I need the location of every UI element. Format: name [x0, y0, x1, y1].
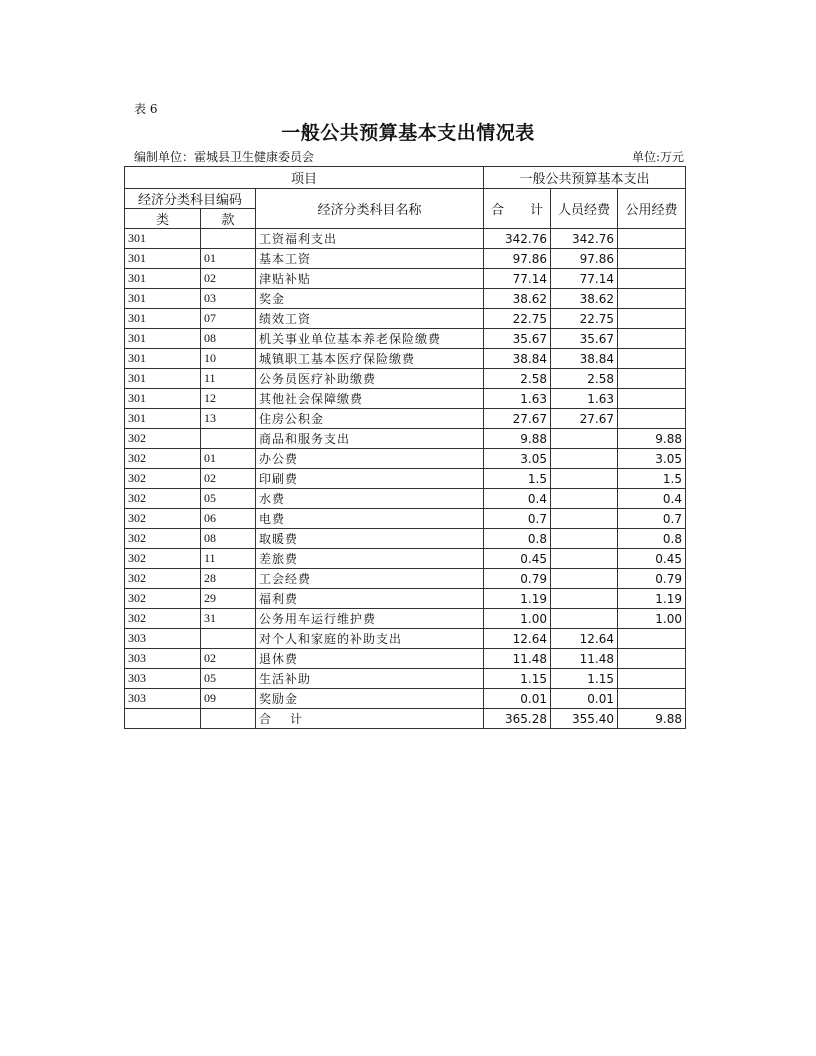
cell-sub [201, 229, 256, 249]
cell-total: 38.62 [484, 289, 551, 309]
cell-sub: 02 [201, 469, 256, 489]
cell-cat: 302 [125, 609, 201, 629]
table-row [125, 289, 686, 309]
cell-public [618, 329, 686, 349]
cell-name: 退休费 [256, 649, 484, 669]
cell-name: 工资福利支出 [256, 229, 484, 249]
cell-sub: 09 [201, 689, 256, 709]
cell-personnel: 38.62 [551, 289, 618, 309]
table-row [125, 669, 686, 689]
cell-public [618, 309, 686, 329]
header-total [484, 189, 551, 229]
cell-public: 0.45 [618, 549, 686, 569]
cell-total: 35.67 [484, 329, 551, 349]
table-row [125, 609, 686, 629]
cell-sub: 02 [201, 269, 256, 289]
cell-personnel [551, 609, 618, 629]
header-total-b: 计 [530, 203, 544, 218]
cell-total: 0.4 [484, 489, 551, 509]
table-row [125, 469, 686, 489]
cell-public: 3.05 [618, 449, 686, 469]
cell-sub: 05 [201, 489, 256, 509]
cell-cat: 302 [125, 449, 201, 469]
cell-total: 0.01 [484, 689, 551, 709]
cell-personnel: 22.75 [551, 309, 618, 329]
cell-public [618, 289, 686, 309]
cell-personnel [551, 489, 618, 509]
cell-public: 0.7 [618, 509, 686, 529]
cell-cat: 303 [125, 649, 201, 669]
cell-personnel: 11.48 [551, 649, 618, 669]
cell-personnel [551, 569, 618, 589]
total-row [125, 709, 686, 729]
table-row [125, 269, 686, 289]
total-label-a: 合 [259, 712, 273, 726]
table-row [125, 509, 686, 529]
cell-public: 1.00 [618, 609, 686, 629]
cell-personnel: 1.63 [551, 389, 618, 409]
table-row [125, 629, 686, 649]
header-personnel: 人员经费 [551, 189, 618, 229]
cell-total: 1.15 [484, 669, 551, 689]
cell-sub: 11 [201, 549, 256, 569]
cell-name: 对个人和家庭的补助支出 [256, 629, 484, 649]
cell-cat: 302 [125, 549, 201, 569]
cell-personnel: 77.14 [551, 269, 618, 289]
cell-name: 城镇职工基本医疗保险缴费 [256, 349, 484, 369]
table-row [125, 449, 686, 469]
cell-sub: 31 [201, 609, 256, 629]
cell-cat: 303 [125, 629, 201, 649]
cell-name: 公务用车运行维护费 [256, 609, 484, 629]
cell-name: 水费 [256, 489, 484, 509]
cell-personnel: 35.67 [551, 329, 618, 349]
cell-name: 住房公积金 [256, 409, 484, 429]
cell-name: 基本工资 [256, 249, 484, 269]
cell-cat: 302 [125, 489, 201, 509]
cell-public [618, 269, 686, 289]
cell-personnel: 97.86 [551, 249, 618, 269]
cell-sub: 07 [201, 309, 256, 329]
total-public: 9.88 [618, 709, 686, 729]
cell-public: 0.79 [618, 569, 686, 589]
table-row [125, 309, 686, 329]
cell-sub: 28 [201, 569, 256, 589]
cell-total: 12.64 [484, 629, 551, 649]
table-row [125, 429, 686, 449]
cell-total: 0.45 [484, 549, 551, 569]
header-code-group: 经济分类科目编码 [125, 189, 256, 209]
table-row [125, 649, 686, 669]
cell-cat: 301 [125, 289, 201, 309]
cell-total: 27.67 [484, 409, 551, 429]
cell-public: 0.8 [618, 529, 686, 549]
cell-sub: 08 [201, 529, 256, 549]
table-row [125, 349, 686, 369]
cell-sub: 05 [201, 669, 256, 689]
cell-cat: 301 [125, 249, 201, 269]
cell-total: 97.86 [484, 249, 551, 269]
cell-name: 福利费 [256, 589, 484, 609]
table-number: 表 6 [134, 102, 158, 116]
cell-personnel [551, 589, 618, 609]
cell-name: 机关事业单位基本养老保险缴费 [256, 329, 484, 349]
cell-cat: 303 [125, 689, 201, 709]
cell-sub: 01 [201, 449, 256, 469]
cell-cat: 302 [125, 569, 201, 589]
cell-personnel: 342.76 [551, 229, 618, 249]
cell-sub: 13 [201, 409, 256, 429]
table-row [125, 409, 686, 429]
cell-public: 1.19 [618, 589, 686, 609]
total-sub [201, 709, 256, 729]
header-cat: 类 [125, 209, 201, 229]
cell-public [618, 389, 686, 409]
cell-name: 工会经费 [256, 569, 484, 589]
table-row [125, 689, 686, 709]
total-total: 365.28 [484, 709, 551, 729]
cell-public [618, 229, 686, 249]
cell-name: 绩效工资 [256, 309, 484, 329]
cell-public [618, 409, 686, 429]
cell-cat: 301 [125, 369, 201, 389]
budget-table [124, 166, 686, 729]
cell-personnel [551, 529, 618, 549]
cell-name: 电费 [256, 509, 484, 529]
cell-personnel [551, 509, 618, 529]
cell-sub: 01 [201, 249, 256, 269]
total-label [256, 709, 484, 729]
cell-cat: 301 [125, 409, 201, 429]
table-row [125, 329, 686, 349]
cell-total: 1.19 [484, 589, 551, 609]
cell-total: 342.76 [484, 229, 551, 249]
cell-personnel: 0.01 [551, 689, 618, 709]
cell-public [618, 369, 686, 389]
cell-sub [201, 629, 256, 649]
table-row [125, 529, 686, 549]
cell-cat: 301 [125, 349, 201, 369]
cell-cat: 301 [125, 269, 201, 289]
cell-sub: 10 [201, 349, 256, 369]
cell-total: 77.14 [484, 269, 551, 289]
table-row [125, 549, 686, 569]
cell-personnel: 12.64 [551, 629, 618, 649]
cell-name: 差旅费 [256, 549, 484, 569]
total-personnel: 355.40 [551, 709, 618, 729]
cell-total: 1.5 [484, 469, 551, 489]
cell-personnel [551, 549, 618, 569]
cell-cat: 302 [125, 469, 201, 489]
cell-personnel [551, 429, 618, 449]
cell-name: 印刷费 [256, 469, 484, 489]
cell-name: 其他社会保障缴费 [256, 389, 484, 409]
cell-cat: 301 [125, 389, 201, 409]
header-item: 项目 [125, 167, 484, 189]
header-public: 公用经费 [618, 189, 686, 229]
table-row [125, 249, 686, 269]
cell-personnel [551, 469, 618, 489]
table-row [125, 389, 686, 409]
cell-sub: 29 [201, 589, 256, 609]
cell-total: 9.88 [484, 429, 551, 449]
cell-personnel: 27.67 [551, 409, 618, 429]
cell-total: 0.8 [484, 529, 551, 549]
header-budget-group: 一般公共预算基本支出 [484, 167, 686, 189]
organization-label: 编制单位：霍城县卫生健康委员会 [134, 150, 315, 164]
cell-total: 1.00 [484, 609, 551, 629]
cell-public: 0.4 [618, 489, 686, 509]
cell-cat: 301 [125, 329, 201, 349]
cell-name: 津贴补贴 [256, 269, 484, 289]
cell-total: 0.7 [484, 509, 551, 529]
cell-total: 2.58 [484, 369, 551, 389]
cell-public: 9.88 [618, 429, 686, 449]
cell-name: 生活补助 [256, 669, 484, 689]
cell-name: 商品和服务支出 [256, 429, 484, 449]
cell-cat: 302 [125, 529, 201, 549]
cell-sub: 12 [201, 389, 256, 409]
cell-total: 11.48 [484, 649, 551, 669]
cell-sub: 08 [201, 329, 256, 349]
cell-name: 办公费 [256, 449, 484, 469]
unit-label: 单位:万元 [631, 150, 684, 164]
header-name: 经济分类科目名称 [256, 189, 484, 229]
cell-personnel [551, 449, 618, 469]
cell-name: 公务员医疗补助缴费 [256, 369, 484, 389]
cell-name: 取暖费 [256, 529, 484, 549]
table-row [125, 229, 686, 249]
total-cat [125, 709, 201, 729]
table-row [125, 489, 686, 509]
cell-sub: 06 [201, 509, 256, 529]
cell-sub: 11 [201, 369, 256, 389]
cell-public [618, 249, 686, 269]
cell-personnel: 2.58 [551, 369, 618, 389]
header-total-a: 合 [491, 203, 505, 218]
table-row [125, 569, 686, 589]
cell-total: 1.63 [484, 389, 551, 409]
cell-cat: 302 [125, 429, 201, 449]
cell-personnel: 38.84 [551, 349, 618, 369]
cell-cat: 301 [125, 309, 201, 329]
page-title: 一般公共预算基本支出情况表 [281, 122, 535, 144]
cell-public [618, 669, 686, 689]
cell-sub: 02 [201, 649, 256, 669]
cell-sub: 03 [201, 289, 256, 309]
cell-sub [201, 429, 256, 449]
cell-total: 3.05 [484, 449, 551, 469]
cell-cat: 302 [125, 509, 201, 529]
cell-total: 0.79 [484, 569, 551, 589]
cell-name: 奖金 [256, 289, 484, 309]
cell-personnel: 1.15 [551, 669, 618, 689]
header-sub: 款 [201, 209, 256, 229]
total-label-b: 计 [290, 712, 304, 726]
cell-public [618, 349, 686, 369]
cell-cat: 303 [125, 669, 201, 689]
cell-cat: 301 [125, 229, 201, 249]
meta-row [134, 148, 684, 166]
cell-cat: 302 [125, 589, 201, 609]
cell-total: 22.75 [484, 309, 551, 329]
cell-public: 1.5 [618, 469, 686, 489]
cell-public [618, 649, 686, 669]
cell-total: 38.84 [484, 349, 551, 369]
table-body [125, 229, 686, 729]
table-row [125, 589, 686, 609]
cell-public [618, 689, 686, 709]
table-row [125, 369, 686, 389]
cell-name: 奖励金 [256, 689, 484, 709]
cell-public [618, 629, 686, 649]
